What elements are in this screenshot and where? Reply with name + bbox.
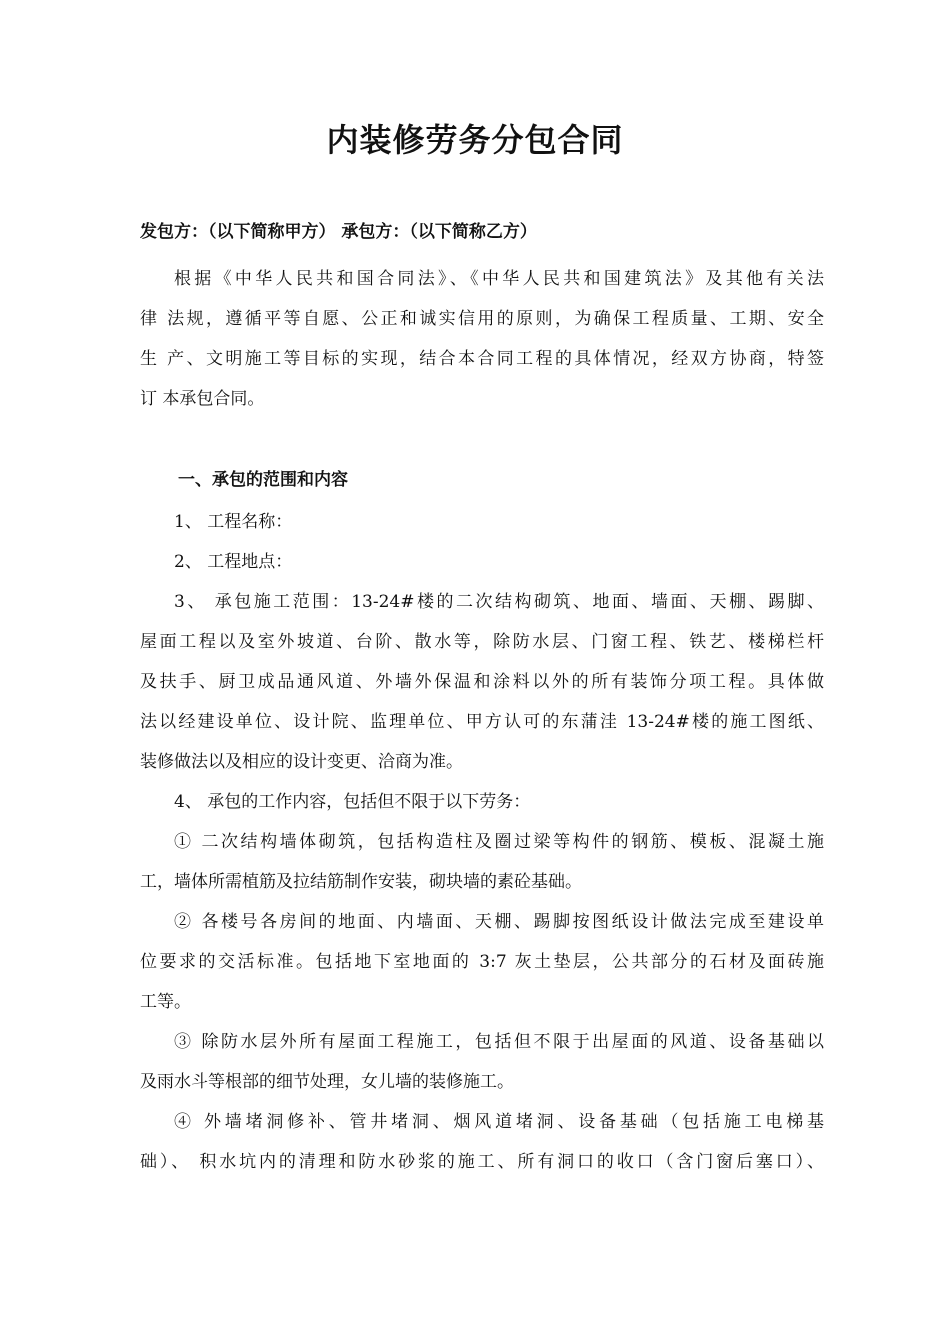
document-title: 内装修劳务分包合同 (326, 121, 624, 159)
scope-items (140, 502, 824, 1182)
intro-line: 生 产、文明施工等目标的实现，结合本合同工程的具体情况，经双方协商，特签 (140, 349, 824, 369)
item-project-name: 1、 工程名称： (174, 512, 293, 532)
section-heading-scope: 一、承包的范围和内容 (178, 470, 348, 490)
item-work-content: 4、 承包的工作内容，包括但不限于以下劳务： (174, 792, 531, 812)
sub-item-4-line: ④ 外墙堵洞修补、管井堵洞、烟风道堵洞、设备基础（包括施工电梯基 (174, 1112, 824, 1132)
sub-item-2-line: 工等。 (140, 992, 191, 1012)
item-scope-line: 装修做法以及相应的设计变更、洽商为准。 (140, 752, 463, 772)
item-scope-line: 法以经建设单位、设计院、监理单位、甲方认可的东蒲洼 13-24#楼的施工图纸、 (140, 712, 824, 732)
sub-item-2-line: ② 各楼号各房间的地面、内墙面、天棚、踢脚按图纸设计做法完成至建设单 (174, 912, 824, 932)
sub-item-2-line: 位要求的交活标准。包括地下室地面的 3:7 灰土垫层，公共部分的石材及面砖施 (140, 952, 824, 972)
item-scope-line: 3、 承包施工范围：13-24#楼的二次结构砌筑、地面、墙面、天棚、踢脚、 (174, 592, 824, 612)
intro-line: 订 本承包合同。 (140, 389, 265, 409)
item-scope-line: 屋面工程以及室外坡道、台阶、散水等，除防水层、门窗工程、铁艺、楼梯栏杆 (140, 632, 824, 652)
intro-paragraph (140, 259, 824, 419)
sub-item-3-line: ③ 除防水层外所有屋面工程施工，包括但不限于出屋面的风道、设备基础以 (174, 1032, 824, 1052)
intro-line: 根据《中华人民共和国合同法》、《中华人民共和国建筑法》及其他有关法 (174, 269, 824, 289)
sub-item-4-line: 础）、 积水坑内的清理和防水砂浆的施工、所有洞口的收口（含门窗后塞口）、 (140, 1152, 824, 1172)
contract-parties: 发包方：（以下简称甲方） 承包方：（以下简称乙方） (140, 222, 537, 242)
sub-item-3-line: 及雨水斗等根部的细节处理，女儿墙的装修施工。 (140, 1072, 514, 1092)
item-scope-line: 及扶手、厨卫成品通风道、外墙外保温和涂料以外的所有装饰分项工程。具体做 (140, 672, 824, 692)
item-project-location: 2、 工程地点： (174, 552, 293, 572)
intro-line: 律 法规，遵循平等自愿、公正和诚实信用的原则，为确保工程质量、工期、安全 (140, 309, 824, 329)
sub-item-1-line: ① 二次结构墙体砌筑，包括构造柱及圈过梁等构件的钢筋、模板、混凝土施 (174, 832, 824, 852)
sub-item-1-line: 工，墙体所需植筋及拉结筋制作安装，砌块墙的素砼基础。 (140, 872, 582, 892)
